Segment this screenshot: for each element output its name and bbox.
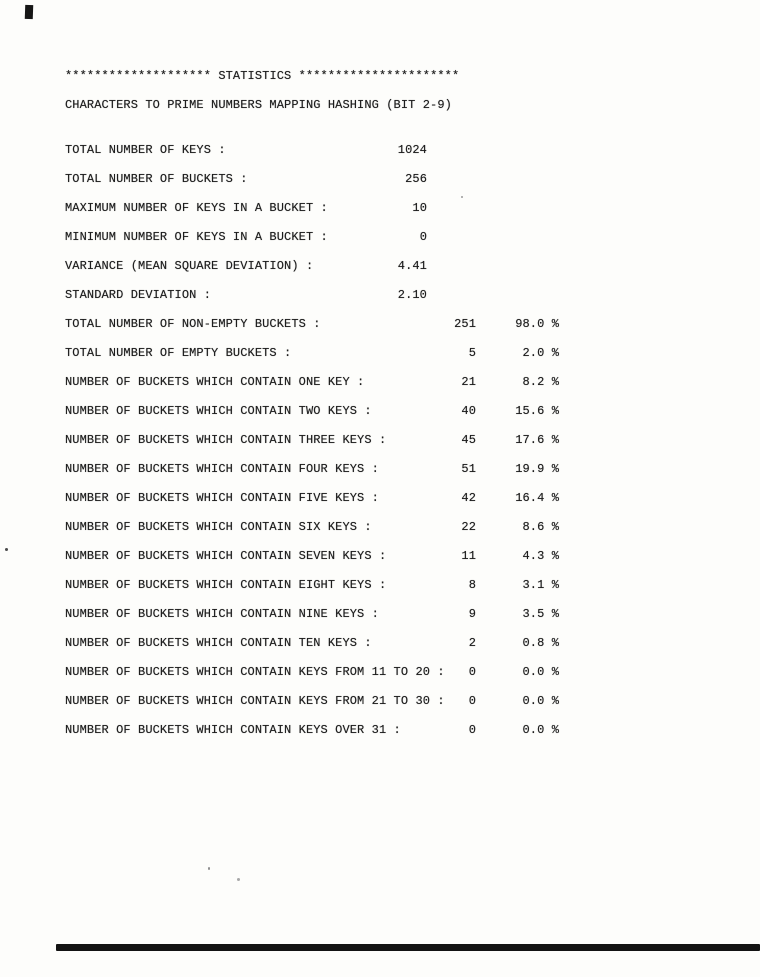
stat-value: 0 [419,230,427,244]
distribution-row [0,513,760,542]
bucket-count: 51 [461,462,476,476]
stat-label: STANDARD DEVIATION : [65,288,212,302]
scan-mark-top-left [25,5,33,19]
summary-row [0,223,760,252]
bucket-count: 0 [468,723,476,737]
distribution-row [0,600,760,629]
banner-title: STATISTICS [211,69,299,83]
stat-label: NUMBER OF BUCKETS WHICH CONTAIN KEYS FROM 21 TO 30 : [65,694,445,708]
stat-label: NUMBER OF BUCKETS WHICH CONTAIN FOUR KEYS : [65,462,379,476]
stat-label: TOTAL NUMBER OF EMPTY BUCKETS : [65,346,292,360]
bucket-count: 8 [468,578,476,592]
bucket-percent: 19.9 % [515,462,559,476]
bucket-count: 9 [468,607,476,621]
distribution-row [0,397,760,426]
stat-label: VARIANCE (MEAN SQUARE DEVIATION) : [65,259,314,273]
banner-stars-left: ******************** [65,69,212,83]
stat-label: NUMBER OF BUCKETS WHICH CONTAIN TWO KEYS : [65,404,372,418]
bucket-count: 45 [461,433,476,447]
stat-value: 1024 [397,143,427,157]
distribution-row [0,339,760,368]
bucket-percent: 0.0 % [522,665,559,679]
bucket-percent: 98.0 % [515,317,559,331]
summary-row [0,281,760,310]
stat-label: MAXIMUM NUMBER OF KEYS IN A BUCKET : [65,201,328,215]
distribution-row [0,658,760,687]
bucket-count: 42 [461,491,476,505]
stat-label: MINIMUM NUMBER OF KEYS IN A BUCKET : [65,230,328,244]
bucket-percent: 0.0 % [522,723,559,737]
stat-label: NUMBER OF BUCKETS WHICH CONTAIN NINE KEYS : [65,607,379,621]
stat-value: 4.41 [397,259,427,273]
bucket-percent: 3.1 % [522,578,559,592]
stat-label: NUMBER OF BUCKETS WHICH CONTAIN SIX KEYS : [65,520,372,534]
scan-speck [237,878,240,881]
bucket-percent: 8.6 % [522,520,559,534]
distribution-row [0,368,760,397]
stat-label: NUMBER OF BUCKETS WHICH CONTAIN KEYS FROM 11 TO 20 : [65,665,445,679]
stat-label: TOTAL NUMBER OF KEYS : [65,143,226,157]
stat-value: 10 [412,201,427,215]
summary-row [0,252,760,281]
bucket-count: 21 [461,375,476,389]
bucket-percent: 4.3 % [522,549,559,563]
stat-label: NUMBER OF BUCKETS WHICH CONTAIN SEVEN KEYS : [65,549,387,563]
stat-label: NUMBER OF BUCKETS WHICH CONTAIN KEYS OVER 31 : [65,723,401,737]
bucket-count: 11 [461,549,476,563]
distribution-row [0,542,760,571]
bucket-percent: 0.0 % [522,694,559,708]
bucket-percent: 16.4 % [515,491,559,505]
distribution-row [0,455,760,484]
bucket-percent: 2.0 % [522,346,559,360]
stat-label: NUMBER OF BUCKETS WHICH CONTAIN TEN KEYS : [65,636,372,650]
stat-label: TOTAL NUMBER OF BUCKETS : [65,172,248,186]
distribution-row [0,426,760,455]
stat-label: NUMBER OF BUCKETS WHICH CONTAIN EIGHT KEYS : [65,578,387,592]
distribution-row [0,484,760,513]
bucket-percent: 17.6 % [515,433,559,447]
bucket-count: 2 [468,636,476,650]
summary-row [0,165,760,194]
document-subtitle: CHARACTERS TO PRIME NUMBERS MAPPING HASHING (BIT 2-9) [65,98,452,112]
bucket-percent: 3.5 % [522,607,559,621]
bucket-count: 251 [454,317,476,331]
scan-speck [5,548,8,551]
bucket-count: 40 [461,404,476,418]
statistics-banner [65,62,459,91]
distribution-row [0,716,760,745]
distribution-row [0,310,760,339]
stat-value: 2.10 [397,288,427,302]
distribution-row [0,687,760,716]
stat-label: TOTAL NUMBER OF NON-EMPTY BUCKETS : [65,317,321,331]
summary-row [0,194,760,223]
summary-row [0,136,760,165]
bucket-count: 0 [468,665,476,679]
distribution-row [0,629,760,658]
bucket-count: 22 [461,520,476,534]
stat-label: NUMBER OF BUCKETS WHICH CONTAIN FIVE KEYS : [65,491,379,505]
bucket-count: 0 [468,694,476,708]
distribution-row [0,571,760,600]
bucket-percent: 8.2 % [522,375,559,389]
bucket-percent: 15.6 % [515,404,559,418]
scan-bar-bottom [56,944,760,951]
bucket-count: 5 [468,346,476,360]
scan-speck [208,867,210,870]
scan-speck [461,196,463,198]
stat-label: NUMBER OF BUCKETS WHICH CONTAIN ONE KEY : [65,375,365,389]
stat-label: NUMBER OF BUCKETS WHICH CONTAIN THREE KEYS : [65,433,387,447]
banner-stars-right: ********************** [298,69,460,83]
stat-value: 256 [405,172,427,186]
bucket-percent: 0.8 % [522,636,559,650]
